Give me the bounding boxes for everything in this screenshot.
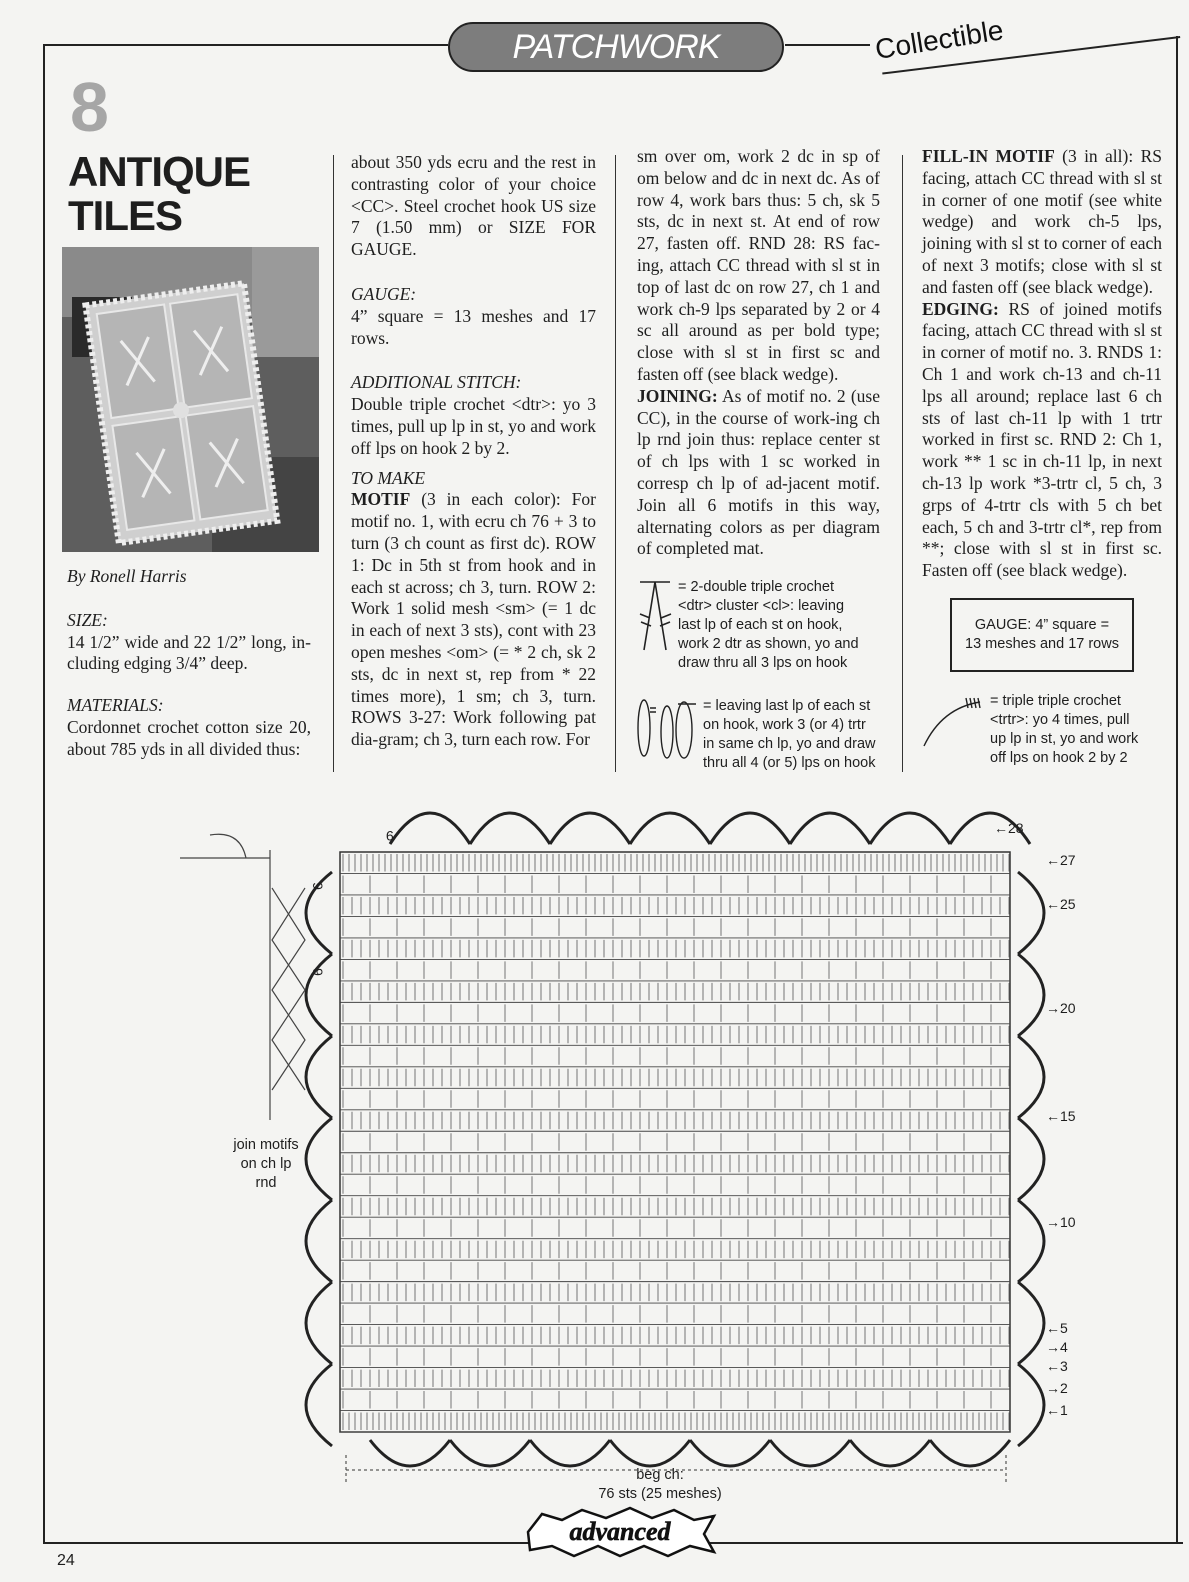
top-edging-loops bbox=[390, 813, 1030, 844]
edging-label: EDGING: bbox=[922, 298, 999, 319]
column-divider-2 bbox=[615, 155, 616, 772]
row-label-1: ←1 bbox=[1046, 1402, 1068, 1418]
legend-line: <trtr>: yo 4 times, pull bbox=[990, 712, 1130, 728]
grid-stitches bbox=[343, 854, 1009, 872]
grid-stitches bbox=[343, 1047, 991, 1065]
crochet-pattern-diagram bbox=[0, 790, 1189, 1510]
column-4 bbox=[922, 146, 1162, 582]
beg-ch-line: 76 sts (25 meshes) bbox=[598, 1486, 722, 1502]
photo-illustration bbox=[62, 247, 319, 552]
legend-line: off lps on hook 2 by 2 bbox=[990, 750, 1128, 766]
joining-text: As of motif no. 2 (use CC), in the course of work-ing ch lp rnd join thus: replace center st of ch lps with 1 sc worked in corresp ch lp of ad-jacent motif. Join all 6 motifs in this way, alternating colors as per diagram of completed mat. bbox=[637, 385, 880, 559]
pattern-number: 8 bbox=[70, 68, 109, 146]
beg-ch-line: beg ch: bbox=[636, 1467, 684, 1483]
grid-stitches bbox=[343, 1090, 991, 1108]
column-divider-1 bbox=[333, 155, 334, 772]
page-number: 24 bbox=[57, 1552, 75, 1569]
size-heading: SIZE: bbox=[67, 609, 108, 630]
corner-mark: 9 bbox=[386, 828, 394, 844]
row-number: 2 bbox=[1060, 1380, 1068, 1396]
grid-stitches bbox=[343, 918, 991, 936]
row-label-2: →2 bbox=[1046, 1380, 1068, 1396]
row-number: 10 bbox=[1060, 1214, 1076, 1230]
join-label-line: rnd bbox=[255, 1175, 277, 1191]
gauge-heading: GAUGE: bbox=[351, 283, 417, 304]
corner-mark: 9 bbox=[309, 968, 326, 976]
motif-label: MOTIF bbox=[351, 489, 411, 510]
grid-stitches bbox=[343, 1262, 991, 1280]
collectible-badge: Collectible bbox=[872, 14, 1006, 66]
to-make-heading: TO MAKE bbox=[351, 467, 426, 488]
row-number: 15 bbox=[1060, 1108, 1076, 1124]
grid-stitches bbox=[343, 1327, 1009, 1345]
grid-stitches bbox=[343, 983, 1009, 1001]
dtr-cluster-legend bbox=[678, 578, 859, 673]
row-label-20: →20 bbox=[1046, 1000, 1076, 1016]
grid-stitches bbox=[343, 940, 1009, 958]
fill-in-motif-text: (3 in all): RS facing, attach CC thread with sl st in corner of one motif (see white wedge) and work ch-5 lps, joining with sl st to corner of each of next 3 motifs; close with sl st and fasten off (see black wedge). bbox=[922, 146, 1162, 297]
grid-stitches bbox=[343, 961, 991, 979]
grid-stitches bbox=[343, 1305, 991, 1323]
row-label-15: ←15 bbox=[1046, 1108, 1076, 1124]
materials-heading: MATERIALS: bbox=[67, 695, 164, 716]
advanced-skill-badge bbox=[522, 1506, 718, 1558]
corner-mark: 9 bbox=[309, 882, 326, 890]
section-header-pill bbox=[448, 22, 784, 72]
grid-stitches bbox=[343, 1026, 1009, 1043]
grid-stitches bbox=[343, 1198, 1009, 1216]
grid-stitches bbox=[343, 897, 1009, 914]
trtr-cluster-symbol-icon bbox=[634, 696, 700, 762]
grid-stitches bbox=[343, 1004, 991, 1022]
skill-badge-text: advanced bbox=[569, 1517, 671, 1546]
gauge-box-line-2: 13 meshes and 17 rows bbox=[965, 636, 1119, 652]
grid-stitches bbox=[343, 1176, 991, 1194]
grid-stitches bbox=[343, 1155, 1009, 1173]
row-number: 1 bbox=[1060, 1402, 1068, 1418]
join-motifs-label bbox=[220, 1136, 312, 1193]
grid-stitches bbox=[343, 1112, 1009, 1130]
row-label-25: ←25 bbox=[1046, 896, 1076, 912]
trtr-legend bbox=[990, 692, 1138, 768]
legend-line: <dtr> cluster <cl>: leaving bbox=[678, 598, 845, 614]
gauge-box-line-1: GAUGE: 4” square = bbox=[974, 617, 1110, 633]
section-title: PATCHWORK bbox=[512, 27, 720, 66]
legend-line: work 2 dtr as shown, yo and bbox=[678, 636, 859, 652]
right-edging-loops bbox=[1018, 872, 1044, 1446]
row-number: 3 bbox=[1060, 1358, 1068, 1374]
legend-line: = triple triple crochet bbox=[990, 693, 1121, 709]
legend-line: last lp of each st on hook, bbox=[678, 617, 843, 633]
row-number: 5 bbox=[1060, 1320, 1068, 1336]
row-number: 25 bbox=[1060, 896, 1076, 912]
row-number: 20 bbox=[1060, 1000, 1076, 1016]
materials-continued: about 350 yds ecru and the rest in contrasting color of your choice <CC>. Steel crochet hook US size 7 (1.50 mm) or SIZE FOR GAUGE. bbox=[351, 152, 596, 260]
additional-stitch-text: Double triple crochet <dtr>: yo 3 times, pull up lp in st, yo and work off lps on hook 2 by 2. bbox=[351, 394, 596, 458]
row-label-28: ←28 bbox=[994, 820, 1024, 836]
trtr-symbol-icon bbox=[922, 696, 984, 748]
join-diagonal-lines bbox=[180, 834, 305, 1120]
grid-stitches bbox=[343, 1069, 1009, 1087]
materials-text: Cordonnet crochet cotton size 20, about 785 yds in all divided thus: bbox=[67, 716, 311, 759]
edging-text: RS of joined motifs facing, attach CC thread with sl st in corner of motif no. 3. RNDS 1: Ch 1 and work ch-13 and ch-11 lps all around; replace last 6 ch sts of last ch-11 lp with 1 trtr worked in first sc. RND 2: Ch 1, work ** 1 sc in ch-11 lp, in next ch-13 lp work *3-trtr cl, 5 ch, 3 grps of 4-trtr cls with 5 ch bet each, 5 ch and 3-trtr cl*, rep from **; close with sl st in first sc. Fasten off (see black wedge). bbox=[922, 298, 1162, 581]
legend-line: on hook, work 3 (or 4) trtr bbox=[703, 717, 866, 733]
grid-stitches bbox=[343, 1348, 991, 1366]
grid-stitches bbox=[343, 1413, 1009, 1431]
frame-top-rule-right bbox=[785, 44, 870, 46]
row-label-4: →4 bbox=[1046, 1339, 1068, 1355]
grid-stitches bbox=[343, 1133, 991, 1150]
legend-line: = 2-double triple crochet bbox=[678, 579, 834, 595]
pattern-title bbox=[68, 150, 250, 238]
row-number: 4 bbox=[1060, 1339, 1068, 1355]
byline: By Ronell Harris bbox=[67, 566, 187, 586]
row-label-5: ←5 bbox=[1046, 1320, 1068, 1336]
motif-continued: sm over om, work 2 dc in sp of om below and dc in next dc. As of row 4, work bars thus: 5 ch, sk 5 sts, dc in next st. At end of row 27, fasten off. RND 28: RS fac-ing, attach CC thread with sl st in top of last dc on row 27, ch 1 and work ch-9 lps separated by 2 or 4 sc all around as per bold type; close with sl st in first sc and fasten off (see black wedge). bbox=[637, 146, 880, 384]
title-line-2: TILES bbox=[68, 192, 183, 239]
legend-line: draw thru all 3 lps on hook bbox=[678, 655, 848, 671]
grid-stitches bbox=[343, 1284, 1009, 1302]
additional-stitch-heading: ADDITIONAL STITCH: bbox=[351, 372, 522, 393]
grid-stitches bbox=[343, 876, 991, 894]
grid-stitches bbox=[343, 1370, 1009, 1387]
join-label-line: on ch lp bbox=[240, 1156, 292, 1172]
row-number: 27 bbox=[1060, 852, 1076, 868]
column-3 bbox=[637, 146, 880, 560]
column-2 bbox=[351, 152, 596, 751]
grid-border bbox=[340, 852, 1010, 1432]
trtr-cluster-legend bbox=[703, 697, 875, 773]
join-label-line: join motifs bbox=[233, 1137, 299, 1153]
chain-loop-edging bbox=[306, 813, 1044, 1466]
frame-top-rule bbox=[43, 44, 448, 46]
grid-stitches bbox=[343, 1241, 1009, 1258]
row-number: 28 bbox=[1008, 820, 1024, 836]
bottom-edging-loops bbox=[370, 1440, 1010, 1466]
title-line-1: ANTIQUE bbox=[68, 148, 250, 195]
row-label-3: ←3 bbox=[1046, 1358, 1068, 1374]
dtr-cluster-symbol-icon bbox=[636, 578, 674, 658]
joining-label: JOINING: bbox=[637, 385, 718, 406]
column-1 bbox=[67, 566, 311, 761]
gauge-box bbox=[950, 598, 1134, 672]
grid-stitches bbox=[343, 1219, 991, 1237]
legend-line: up lp in st, yo and work bbox=[990, 731, 1139, 747]
motif-text: (3 in each color): For motif no. 1, with ecru ch 76 + 3 to turn (3 ch count as first dc). ROW 1: Dc in 5th st from hook and in each st across; ch 3, turn. ROW 2: Work 1 solid mesh <sm> (= 1 dc in each of next 3 sts), cont with 23 open meshes <om> (= * 2 ch, sk 2 sts, dc in next st, rep from * 22 times more), 1 sm; ch 3, turn. ROWS 3-27: Work following pat dia-gram; ch 3, turn each row. For bbox=[351, 489, 596, 750]
row-label-27: ←27 bbox=[1046, 852, 1076, 868]
legend-line: thru all 4 (or 5) lps on hook bbox=[703, 755, 876, 771]
legend-line: = leaving last lp of each st bbox=[703, 698, 871, 714]
crochet-mat-photo bbox=[62, 247, 319, 552]
grid-stitches bbox=[343, 1391, 991, 1409]
beg-ch-label bbox=[560, 1466, 760, 1504]
row-label-10: →10 bbox=[1046, 1214, 1076, 1230]
size-text: 14 1/2” wide and 22 1/2” long, in-cluding edging 3/4” deep. bbox=[67, 631, 311, 674]
legend-line: in same ch lp, yo and draw bbox=[703, 736, 876, 752]
column-divider-3 bbox=[902, 155, 903, 772]
mesh-grid bbox=[340, 852, 1010, 1432]
fill-in-motif-label: FILL-IN MOTIF bbox=[922, 146, 1055, 166]
gauge-text: 4” square = 13 meshes and 17 rows. bbox=[351, 305, 596, 348]
